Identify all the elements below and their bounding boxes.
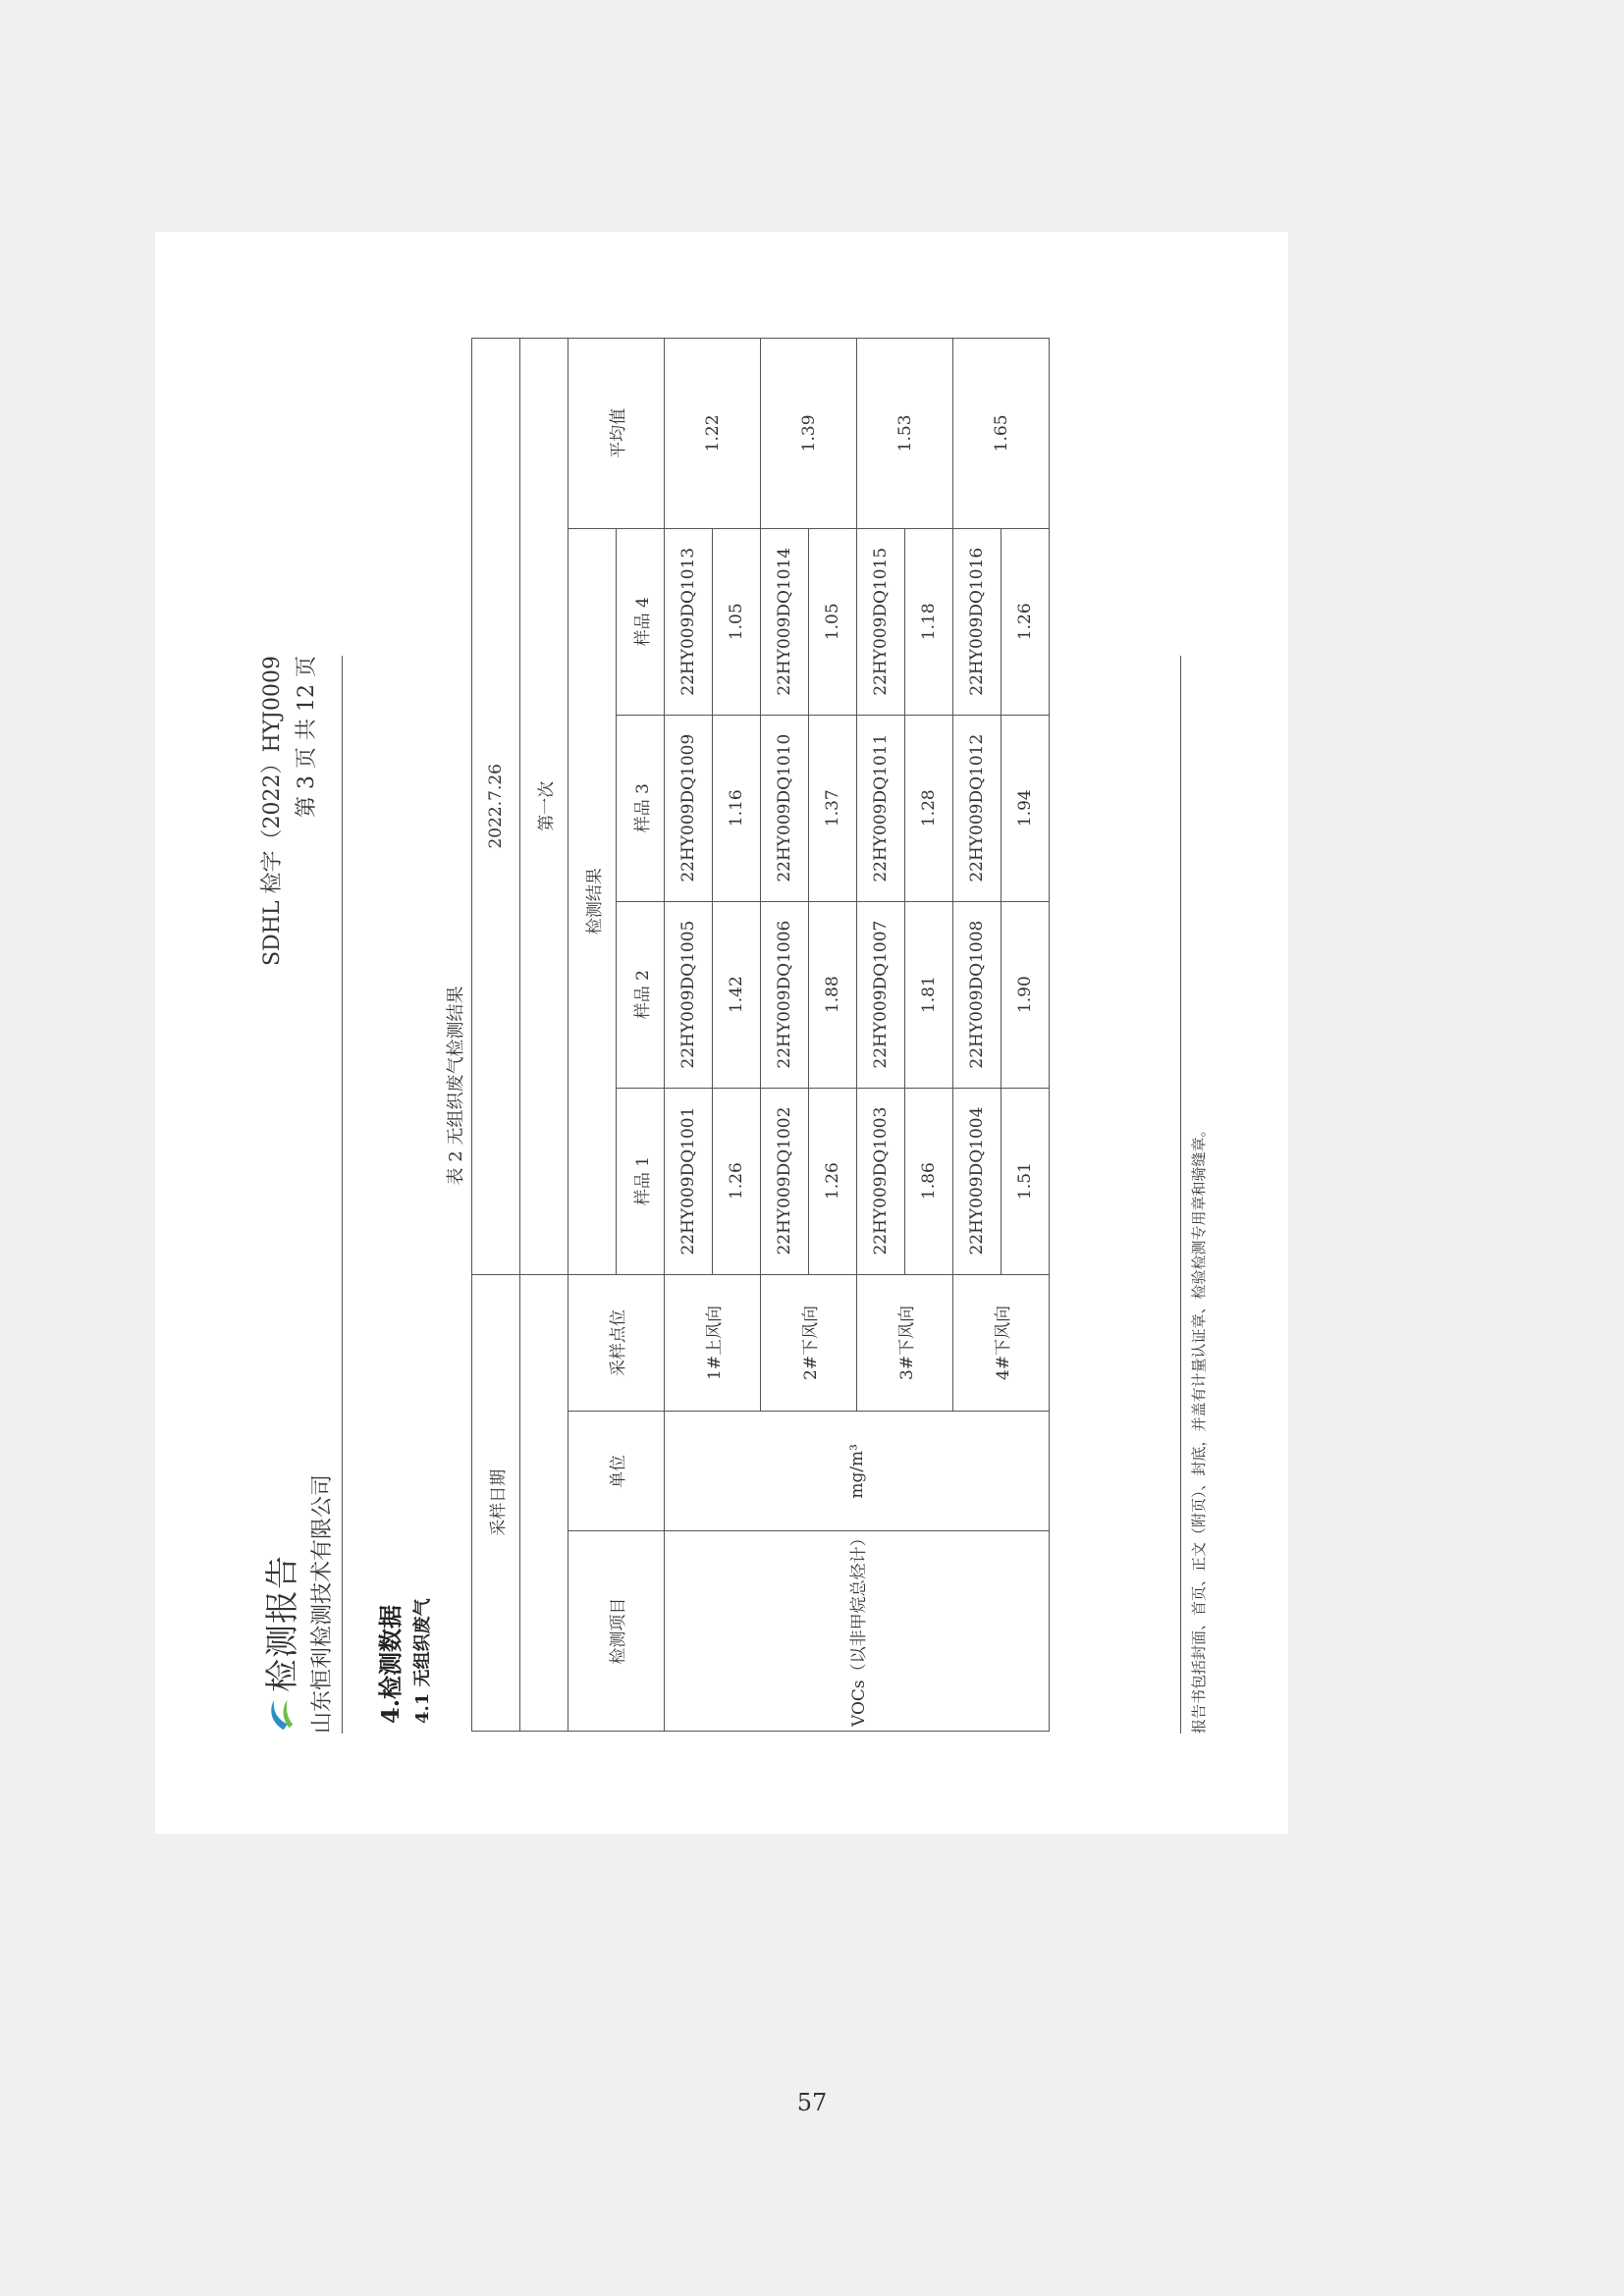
item-header: 检测项目 xyxy=(568,1531,665,1732)
sample-value: 1.16 xyxy=(713,715,761,901)
table-row-round xyxy=(520,339,568,1732)
report-number-block xyxy=(255,656,320,966)
item-name: VOCs（以非甲烷总烃计） xyxy=(665,1531,1050,1732)
sample-id: 22HY009DQ1012 xyxy=(953,715,1001,901)
section-title: 4.检测数据 xyxy=(376,1604,405,1724)
sample-value: 1.94 xyxy=(1001,715,1050,901)
page-of-total: 第 3 页 共 12 页 xyxy=(295,656,319,818)
logo-title: 检测报告 xyxy=(263,1555,302,1692)
site-name: 3#下风向 xyxy=(857,1274,953,1412)
sample-id: 22HY009DQ1003 xyxy=(857,1088,905,1274)
sample-value: 1.26 xyxy=(1001,528,1050,715)
average-value: 1.53 xyxy=(857,339,953,529)
results-table xyxy=(471,338,1050,1732)
footnote: 报告书包括封面、首页、正文（附页）、封底，并盖有计量认证章、检验检测专用章和骑缝章。 xyxy=(1190,1122,1208,1734)
sample-date-value: 2022.7.26 xyxy=(472,339,520,1275)
sample-id: 22HY009DQ1005 xyxy=(665,901,713,1088)
subsection-title: 4.1 无组织废气 xyxy=(412,1598,433,1724)
table-row-header-1 xyxy=(568,339,617,1732)
scanned-page xyxy=(155,232,1288,1834)
unit-value: mg/m³ xyxy=(665,1412,1050,1531)
blank-cell xyxy=(520,1274,568,1731)
header-divider xyxy=(342,656,343,1734)
sample-value: 1.90 xyxy=(1001,901,1050,1088)
sample-id: 22HY009DQ1013 xyxy=(665,528,713,715)
site-name: 2#下风向 xyxy=(761,1274,857,1412)
sample-1-header: 样品 1 xyxy=(617,1088,665,1274)
sample-value: 1.26 xyxy=(809,1088,857,1274)
footer-divider xyxy=(1180,656,1181,1734)
sample-value: 1.88 xyxy=(809,901,857,1088)
sample-id: 22HY009DQ1008 xyxy=(953,901,1001,1088)
sample-id: 22HY009DQ1001 xyxy=(665,1088,713,1274)
sample-id: 22HY009DQ1009 xyxy=(665,715,713,901)
sample-value: 1.05 xyxy=(809,528,857,715)
sample-value: 1.42 xyxy=(713,901,761,1088)
company-name: 山东恒利检测技术有限公司 xyxy=(310,1473,335,1734)
sample-id: 22HY009DQ1010 xyxy=(761,715,809,901)
average-header: 平均值 xyxy=(568,339,665,529)
unit-header: 单位 xyxy=(568,1412,665,1531)
sample-id: 22HY009DQ1004 xyxy=(953,1088,1001,1274)
sample-value: 1.28 xyxy=(905,715,953,901)
table-caption: 表 2 无组织废气检测结果 xyxy=(446,986,466,1186)
sample-4-header: 样品 4 xyxy=(617,528,665,715)
sample-2-header: 样品 2 xyxy=(617,901,665,1088)
results-header: 检测结果 xyxy=(568,528,617,1274)
company-logo-icon xyxy=(261,1696,298,1734)
sample-id: 22HY009DQ1002 xyxy=(761,1088,809,1274)
report-number: SDHL 检字（2022）HYJ0009 xyxy=(260,656,285,967)
sample-date-label: 采样日期 xyxy=(472,1274,520,1731)
sample-value: 1.81 xyxy=(905,901,953,1088)
sample-id: 22HY009DQ1015 xyxy=(857,528,905,715)
average-value: 1.22 xyxy=(665,339,761,529)
site-name: 4#下风向 xyxy=(953,1274,1050,1412)
sample-id: 22HY009DQ1014 xyxy=(761,528,809,715)
page-number: 57 xyxy=(796,2089,828,2116)
sample-value: 1.05 xyxy=(713,528,761,715)
sample-value: 1.51 xyxy=(1001,1088,1050,1274)
round-label: 第一次 xyxy=(520,339,568,1275)
sample-id: 22HY009DQ1007 xyxy=(857,901,905,1088)
table-row-ids xyxy=(665,339,713,1732)
sample-value: 1.86 xyxy=(905,1088,953,1274)
average-value: 1.65 xyxy=(953,339,1050,529)
sample-value: 1.37 xyxy=(809,715,857,901)
site-name: 1#上风向 xyxy=(665,1274,761,1412)
sample-value: 1.18 xyxy=(905,528,953,715)
rotated-report-content xyxy=(155,232,1288,1834)
sample-3-header: 样品 3 xyxy=(617,715,665,901)
average-value: 1.39 xyxy=(761,339,857,529)
sample-id: 22HY009DQ1011 xyxy=(857,715,905,901)
sample-id: 22HY009DQ1006 xyxy=(761,901,809,1088)
logo-row xyxy=(255,1474,303,1734)
site-header: 采样点位 xyxy=(568,1274,665,1412)
sample-value: 1.26 xyxy=(713,1088,761,1274)
table-row-date xyxy=(472,339,520,1732)
sample-id: 22HY009DQ1016 xyxy=(953,528,1001,715)
report-header-left xyxy=(255,1474,336,1734)
